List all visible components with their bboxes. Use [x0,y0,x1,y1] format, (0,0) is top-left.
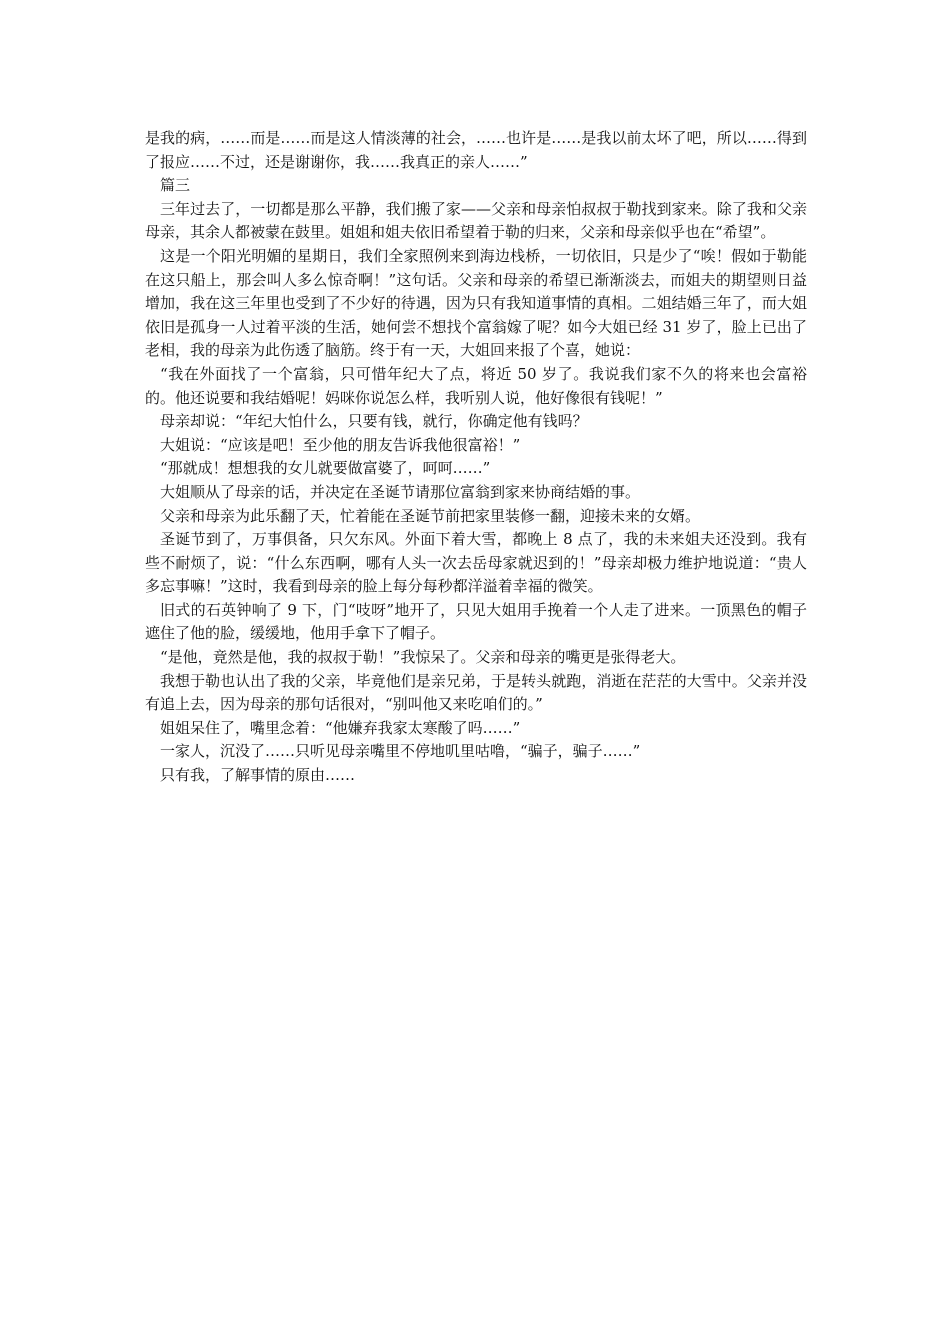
paragraph: 姐姐呆住了，嘴里念着：“他嫌弃我家太寒酸了吗……” [160,718,521,737]
document-page [145,127,807,788]
paragraph: 只有我，了解事情的原由…… [160,766,356,785]
paragraph: 旧式的石英钟响了 9 下，门“吱呀”地开了，只见大姐用手挽着一个人走了进来。一顶黑色的帽子遮住了他的脸，缓缓地，他用手拿下了帽子。 [145,600,807,643]
paragraph: 一家人，沉没了……只听见母亲嘴里不停地叽里咕噜，“骗子，骗子……” [160,742,641,761]
section-heading: 篇三 [160,176,191,195]
paragraph: 父亲和母亲为此乐翻了天，忙着能在圣诞节前把家里装修一翻，迎接未来的女婿。 [160,506,701,525]
paragraph-continuation: 是我的病，……而是……而是这人情淡薄的社会，……也许是……是我以前太坏了吧，所以……得到了报应……不过，还是谢谢你，我……我真正的亲人……” [145,129,807,171]
paragraph: 我想于勒也认出了我的父亲，毕竟他们是亲兄弟，于是转头就跑，消逝在茫茫的大雪中。父亲并没有追上去，因为母亲的那句话很对，“别叫他又来吃咱们的。” [145,671,807,714]
paragraph: 三年过去了，一切都是那么平静，我们搬了家——父亲和母亲怕叔叔于勒找到家来。除了我和父亲母亲，其余人都被蒙在鼓里。姐姐和姐夫依旧希望着于勒的归来，父亲和母亲似乎也在“希望”。 [145,199,807,242]
paragraph: 大姐说：“应该是吧！至少他的朋友告诉我他很富裕！” [160,435,521,454]
paragraph: 大姐顺从了母亲的话，并决定在圣诞节请那位富翁到家来协商结婚的事。 [160,482,641,501]
paragraph: 圣诞节到了，万事俱备，只欠东风。外面下着大雪，都晚上 8 点了，我的未来姐夫还没到。我有些不耐烦了，说：“什么东西啊，哪有人头一次去岳母家就迟到的！”母亲却极力维护地说道：“贵人多忘事嘛！”这时，我看到母亲的脸上每分每秒都洋溢着幸福的微笑。 [145,530,807,596]
paragraph: “我在外面找了一个富翁，只可惜年纪大了点，将近 50 岁了。我说我们家不久的将来也会富裕的。他还说要和我结婚呢！妈咪你说怎么样，我听别人说，他好像很有钱呢！” [145,364,807,407]
paragraph: “是他，竟然是他，我的叔叔于勒！”我惊呆了。父亲和母亲的嘴更是张得老大。 [160,648,686,667]
paragraph: “那就成！想想我的女儿就要做富婆了，呵呵……” [160,459,491,478]
paragraph: 母亲却说：“年纪大怕什么，只要有钱，就行，你确定他有钱吗？ [160,412,588,431]
paragraph: 这是一个阳光明媚的星期日，我们全家照例来到海边栈桥，一切依旧，只是少了“唉！假如于勒能在这只船上，那会叫人多么惊奇啊！”这句话。父亲和母亲的希望已渐渐淡去，而姐夫的期望则日益增加，我在这三年里也受到了不少好的待遇，因为只有我知道事情的真相。二姐结婚三年了，而大姐依旧是孤身一人过着平淡的生活，她何尝不想找个富翁嫁了呢？如今大姐已经 31 岁了，脸上已出了老相，我的母亲为此伤透了脑筋。终于有一天，大姐回来报了个喜，她说： [145,246,807,360]
